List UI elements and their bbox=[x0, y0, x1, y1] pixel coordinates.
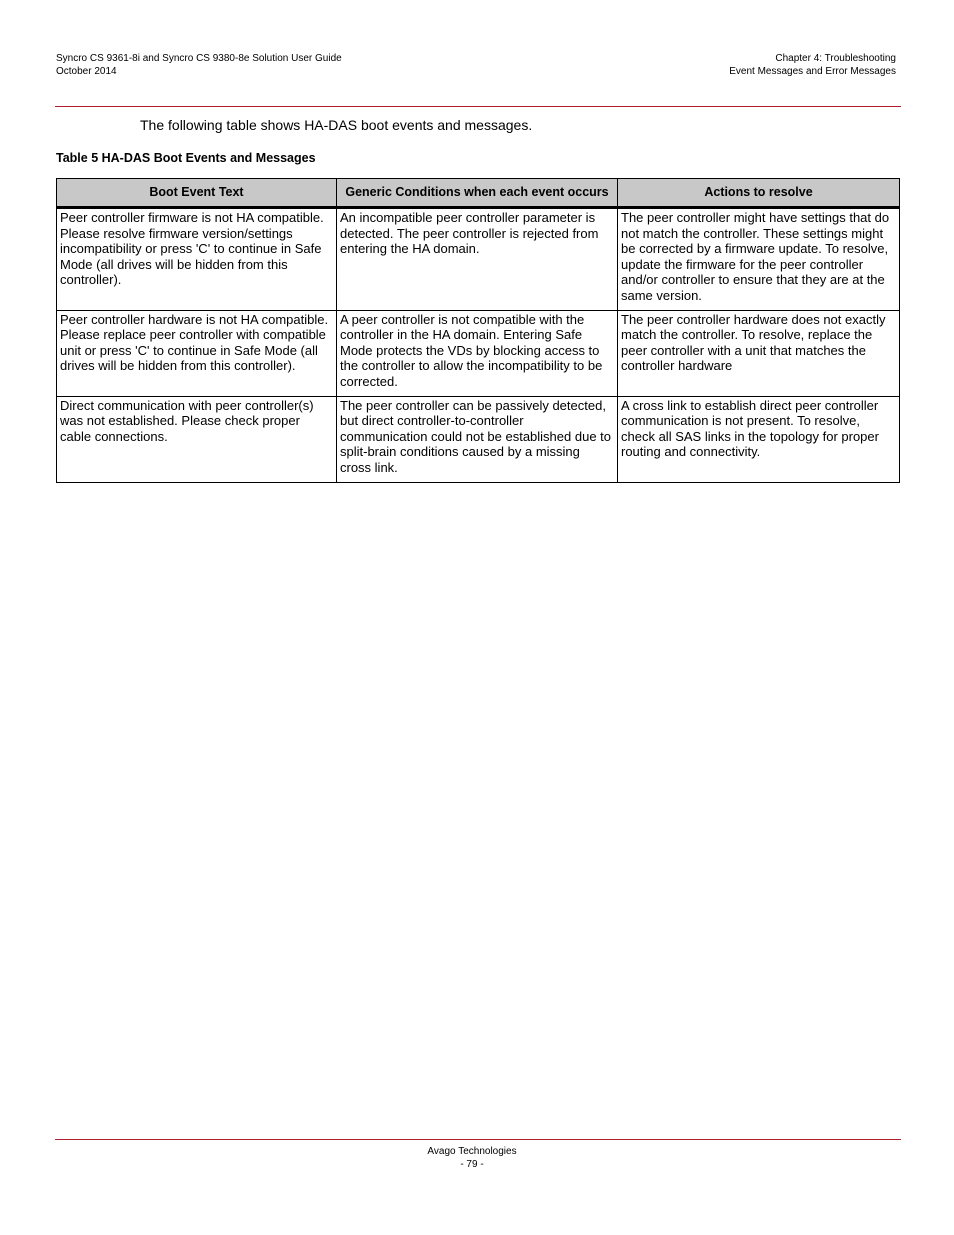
cell-generic-conditions: An incompatible peer controller parameter is detected. The peer controller is rejected from entering the HA domain. bbox=[337, 208, 618, 311]
section-title: Event Messages and Error Messages bbox=[729, 65, 896, 77]
column-header-boot-event-text: Boot Event Text bbox=[57, 179, 337, 208]
document-title: Syncro CS 9361-8i and Syncro CS 9380-8e Solution User Guide bbox=[56, 53, 342, 64]
running-header-right bbox=[729, 53, 896, 78]
document-date: October 2014 bbox=[56, 65, 117, 77]
header-divider bbox=[55, 106, 901, 107]
table-caption: Table 5 HA-DAS Boot Events and Messages bbox=[56, 151, 316, 165]
cell-boot-event-text: Direct communication with peer controller(s) was not established. Please check proper cable connections. bbox=[57, 396, 337, 482]
cell-generic-conditions: The peer controller can be passively detected, but direct controller-to-controller communication could not be established due to split-brain conditions caused by a missing cross link. bbox=[337, 396, 618, 482]
cell-actions: The peer controller hardware does not exactly match the controller. To resolve, replace the peer controller with a unit that matches the controller hardware bbox=[618, 310, 900, 396]
footer-company: Avago Technologies bbox=[427, 1146, 517, 1157]
intro-paragraph: The following table shows HA-DAS boot events and messages. bbox=[140, 117, 533, 133]
page-footer bbox=[0, 1146, 944, 1171]
boot-events-table bbox=[56, 178, 900, 483]
footer-divider bbox=[55, 1139, 901, 1140]
page-number: - 79 - bbox=[460, 1158, 484, 1170]
running-header-left bbox=[56, 53, 342, 78]
column-header-generic-conditions: Generic Conditions when each event occurs bbox=[337, 179, 618, 208]
table-row bbox=[57, 396, 900, 482]
cell-actions: The peer controller might have settings that do not match the controller. These settings might be corrected by a firmware update. To resolve, update the firmware for the peer controller and/or controller to ensure that they are at the same version. bbox=[618, 208, 900, 311]
cell-boot-event-text: Peer controller firmware is not HA compatible. Please resolve firmware version/settings incompatibility or press 'C' to continue in Safe Mode (all drives will be hidden from this controller). bbox=[57, 208, 337, 311]
table-header-row bbox=[57, 179, 900, 208]
table-row bbox=[57, 310, 900, 396]
cell-boot-event-text: Peer controller hardware is not HA compatible. Please replace peer controller with compatible unit or press 'C' to continue in Safe Mode (all drives will be hidden from this controller). bbox=[57, 310, 337, 396]
cell-actions: A cross link to establish direct peer controller communication is not present. To resolve, check all SAS links in the topology for proper routing and connectivity. bbox=[618, 396, 900, 482]
cell-generic-conditions: A peer controller is not compatible with the controller in the HA domain. Entering Safe Mode protects the VDs by blocking access to the controller to allow the incompatibility to be corrected. bbox=[337, 310, 618, 396]
column-header-actions: Actions to resolve bbox=[618, 179, 900, 208]
table-row bbox=[57, 208, 900, 311]
chapter-title: Chapter 4: Troubleshooting bbox=[775, 53, 896, 64]
